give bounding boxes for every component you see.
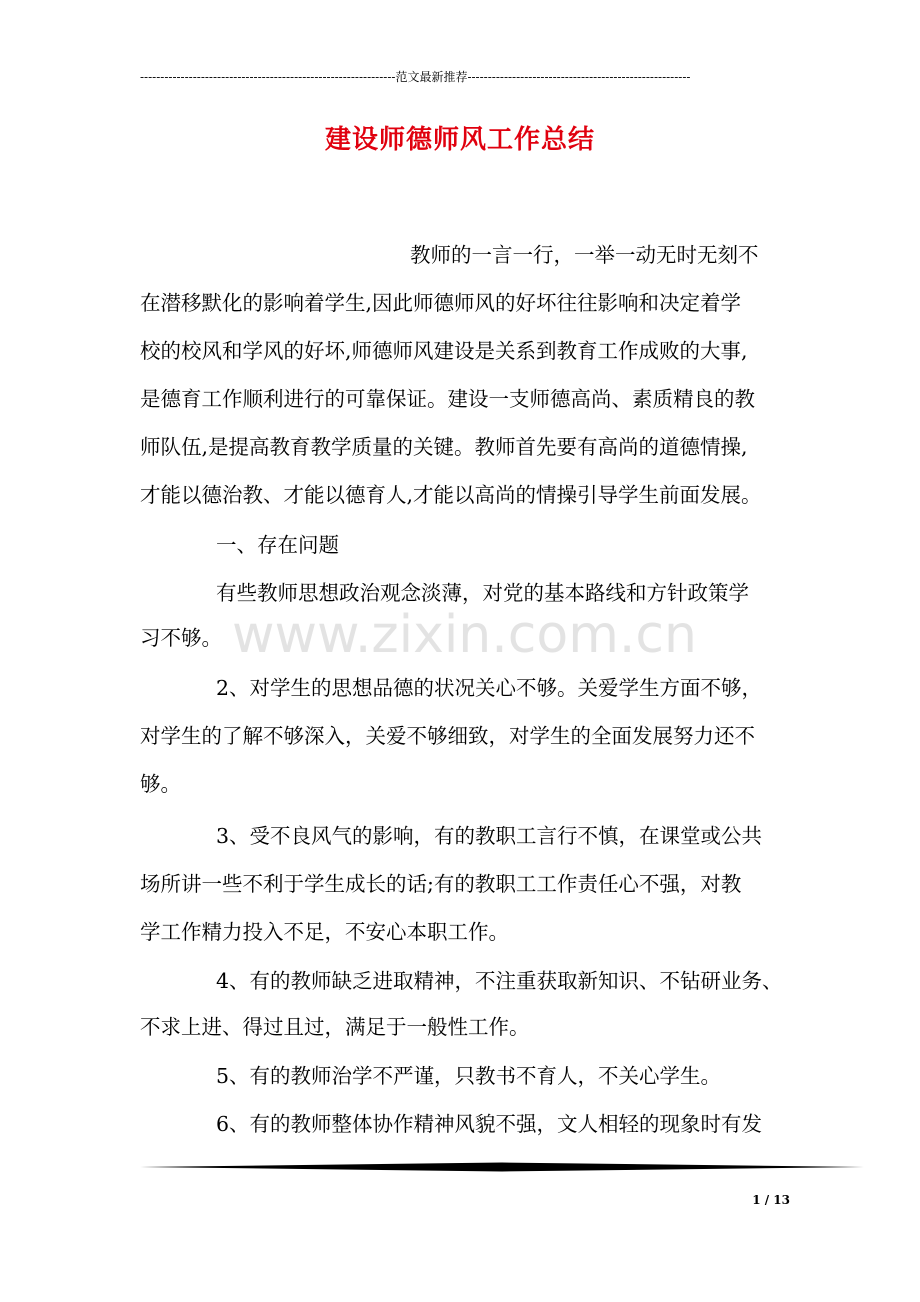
body-line: 场所讲一些不利于学生成长的话;有的教职工工作责任心不强，对教 (140, 872, 742, 896)
body-line: 学工作精力投入不足，不安心本职工作。 (140, 920, 509, 944)
body-line: 2、对学生的思想品德的状况关心不够。关爱学生方面不够， (216, 676, 763, 700)
body-line: 够。 (140, 772, 181, 796)
body-line: 6、有的教师整体协作精神风貌不强，文人相轻的现象时有发 (216, 1112, 763, 1136)
body-line: 师队伍,是提高教育教学质量的关键。教师首先要有高尚的道德情操, (140, 435, 748, 459)
body-line: 习不够。 (140, 626, 222, 650)
body-line: 校的校风和学风的好坏,师德师风建设是关系到教育工作成败的大事, (140, 339, 748, 363)
body-line: 不求上进、得过且过，满足于一般性工作。 (140, 1015, 530, 1039)
body-line: 才能以德治教、才能以德育人,才能以高尚的情操引导学生前面发展。 (140, 483, 762, 507)
page-header-banner: ---------------------------------------------------------------范文最新推荐------------------------------------------------------- (140, 70, 691, 84)
body-line: 4、有的教师缺乏进取精神，不注重获取新知识、不钻研业务、 (216, 969, 783, 993)
footer-rule (140, 1162, 864, 1172)
body-line: 3、受不良风气的影响，有的教职工言行不慎，在课堂或公共 (216, 824, 763, 848)
body-line: 5、有的教师治学不严谨，只教书不育人，不关心学生。 (216, 1064, 722, 1088)
body-line: 对学生的了解不够深入，关爱不够细致，对学生的全面发展努力还不 (140, 724, 755, 748)
page-number: 1 / 13 (752, 1193, 790, 1207)
section-heading: 一、存在问题 (216, 533, 339, 557)
document-title: 建设师德师风工作总结 (324, 125, 595, 155)
watermark: www.zixin.com.cn (232, 605, 697, 665)
body-line: 是德育工作顺利进行的可靠保证。建设一支师德高尚、素质精良的教 (140, 387, 755, 411)
body-line: 教师的一言一行，一举一动无时无刻不 (410, 243, 759, 267)
body-line: 在潜移默化的影响着学生,因此师德师风的好坏往往影响和决定着学 (140, 291, 742, 315)
body-line: 有些教师思想政治观念淡薄，对党的基本路线和方针政策学 (216, 581, 749, 605)
